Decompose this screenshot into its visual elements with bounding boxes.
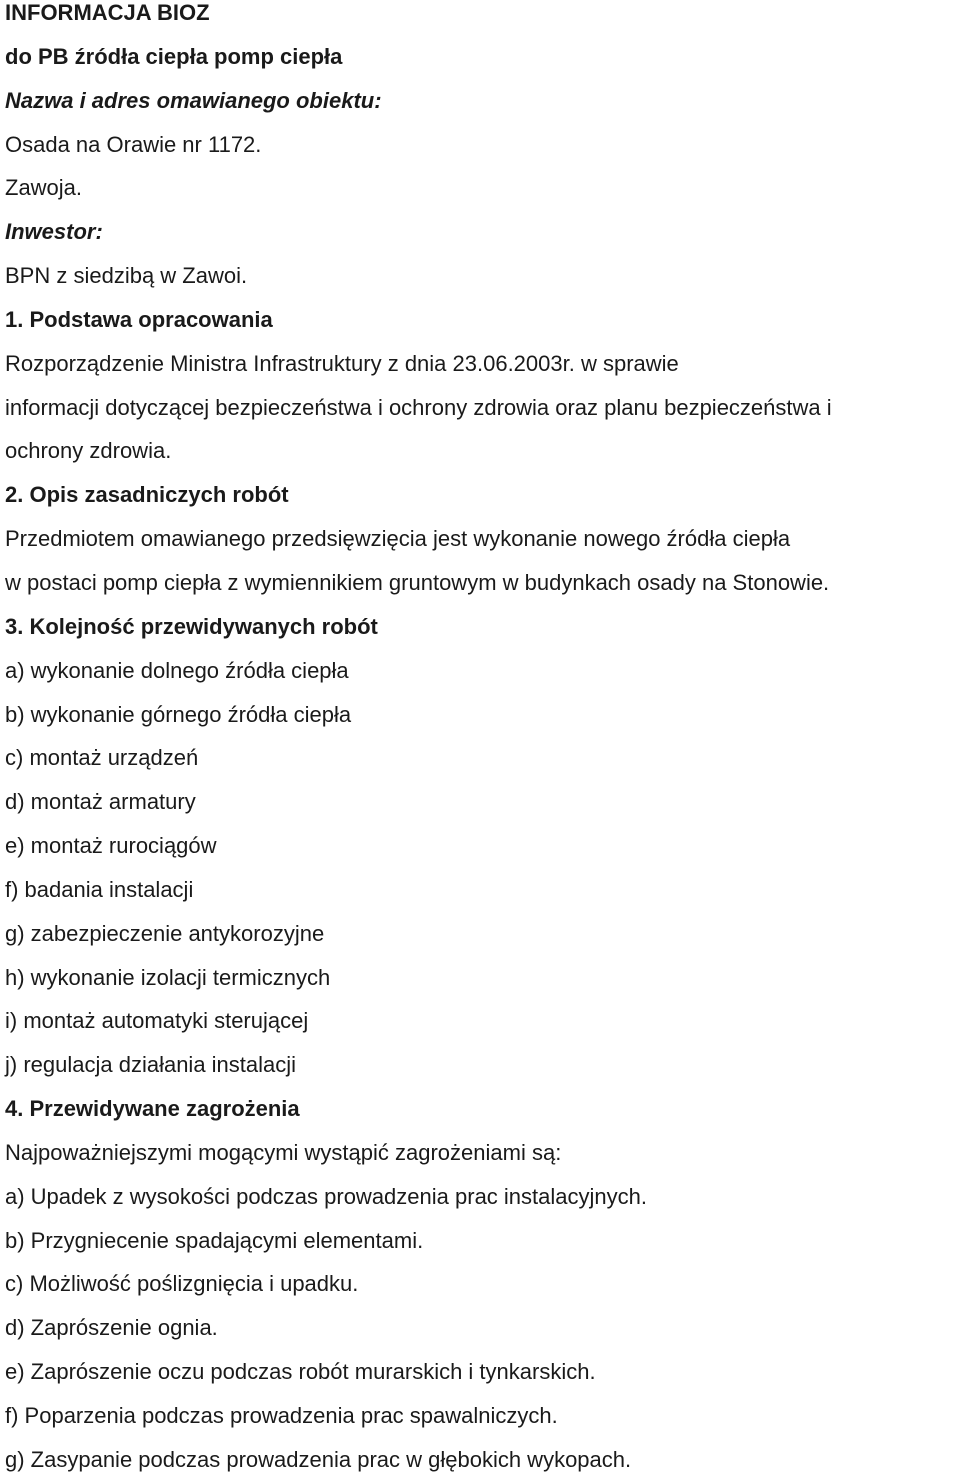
works-list-item: g) zabezpieczenie antykorozyjne xyxy=(5,920,325,946)
section-3-heading: 3. Kolejność przewidywanych robót xyxy=(5,613,378,639)
hazard-list-item: g) Zasypanie podczas prowadzenia prac w głębokich wykopach. xyxy=(5,1446,632,1472)
document-title: INFORMACJA BIOZ xyxy=(5,0,210,25)
section-1-line: ochrony zdrowia. xyxy=(5,438,172,464)
hazard-list-item: c) Możliwość poślizgnięcia i upadku. xyxy=(5,1271,359,1297)
section-2-heading: 2. Opis zasadniczych robót xyxy=(5,482,289,508)
section-2-line: w postaci pomp ciepła z wymiennikiem gruntowym w budynkach osady na Stonowie. xyxy=(5,569,830,595)
hazard-list-item: d) Zaprószenie ognia. xyxy=(5,1315,218,1341)
investor-value: BPN z siedzibą w Zawoi. xyxy=(5,263,248,289)
hazard-list-item: b) Przygniecenie spadającymi elementami. xyxy=(5,1227,424,1253)
hazard-list-item: a) Upadek z wysokości podczas prowadzenia prac instalacyjnych. xyxy=(5,1183,647,1209)
hazard-list-item: e) Zaprószenie oczu podczas robót murarskich i tynkarskich. xyxy=(5,1359,596,1385)
section-1-heading: 1. Podstawa opracowania xyxy=(5,306,273,332)
section-1-line: informacji dotyczącej bezpieczeństwa i ochrony zdrowia oraz planu bezpieczeństwa i xyxy=(5,394,832,420)
works-list-item: c) montaż urządzeń xyxy=(5,745,199,771)
section-4-heading: 4. Przewidywane zagrożenia xyxy=(5,1096,300,1122)
works-list-item: i) montaż automatyki sterującej xyxy=(5,1008,309,1034)
works-list-item: e) montaż rurociągów xyxy=(5,833,217,859)
works-list-item: b) wykonanie górnego źródła ciepła xyxy=(5,701,352,727)
section-2-line: Przedmiotem omawianego przedsięwzięcia jest wykonanie nowego źródła ciepła xyxy=(5,526,791,552)
object-address-line-2: Zawoja. xyxy=(5,175,83,201)
section-1-line: Rozporządzenie Ministra Infrastruktury z dnia 23.06.2003r. w sprawie xyxy=(5,350,679,376)
object-label: Nazwa i adres omawianego obiektu: xyxy=(5,87,382,113)
object-address-line-1: Osada na Orawie nr 1172. xyxy=(5,131,262,157)
document-subtitle: do PB źródła ciepła pomp ciepła xyxy=(5,43,343,69)
investor-label: Inwestor: xyxy=(5,219,103,245)
works-list-item: h) wykonanie izolacji termicznych xyxy=(5,964,331,990)
section-4-intro: Najpoważniejszymi mogącymi wystąpić zagrożeniami są: xyxy=(5,1139,562,1165)
works-list-item: f) badania instalacji xyxy=(5,876,194,902)
works-list-item: d) montaż armatury xyxy=(5,789,196,815)
hazard-list-item: f) Poparzenia podczas prowadzenia prac spawalniczych. xyxy=(5,1403,558,1428)
works-list-item: a) wykonanie dolnego źródła ciepła xyxy=(5,657,349,683)
works-list-item: j) regulacja działania instalacji xyxy=(5,1052,297,1078)
document-page xyxy=(5,0,955,1482)
